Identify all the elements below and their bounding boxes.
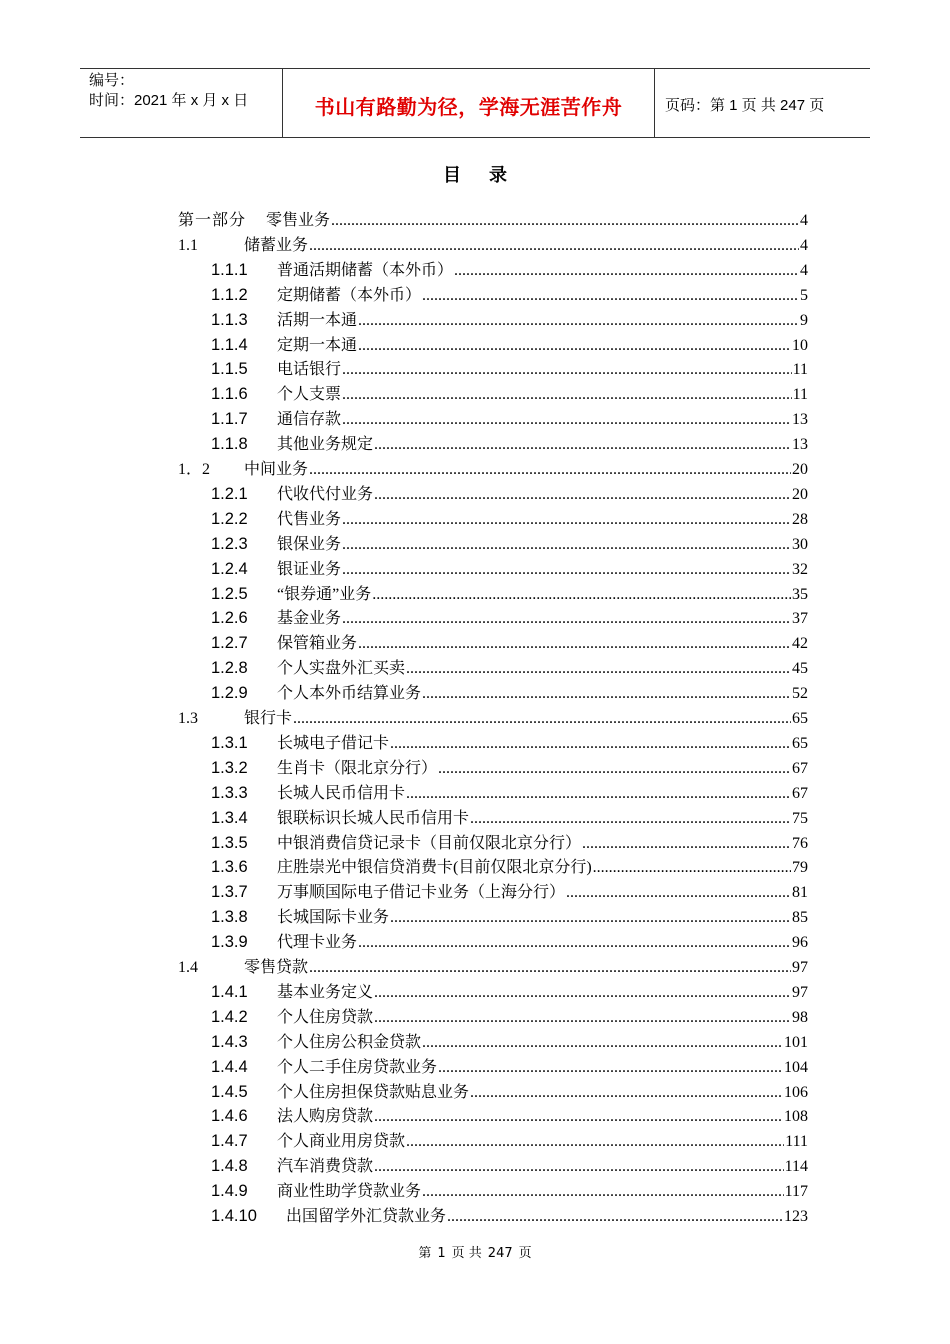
toc-entry-page: 4	[800, 212, 808, 229]
toc-entry[interactable]	[211, 257, 808, 282]
toc-entry[interactable]	[178, 705, 808, 730]
toc-entry-page: 106	[784, 1083, 808, 1101]
toc-entry-page: 13	[792, 436, 808, 454]
document-header	[80, 68, 870, 138]
toc-entry-label: 银行卡	[244, 710, 293, 727]
toc-entry-label: 中间业务	[244, 461, 309, 478]
toc-leader-dots	[374, 984, 791, 1002]
toc-entry[interactable]	[211, 854, 808, 879]
toc-entry-page: 5	[800, 286, 808, 304]
toc-entry-label: 定期一本通	[277, 336, 358, 354]
toc-leader-dots	[358, 312, 799, 330]
toc-leader-dots	[342, 610, 791, 628]
toc-entry[interactable]	[211, 630, 808, 655]
toc-entry-label: 法人购房贷款	[277, 1108, 374, 1126]
toc-entry[interactable]	[211, 780, 808, 805]
toc-entry-label: 零售业务	[266, 212, 331, 229]
footer-mid: 页 共	[451, 1246, 482, 1261]
toc-leader-dots	[593, 859, 791, 877]
toc-leader-dots	[342, 536, 791, 554]
toc-entry-page: 76	[792, 834, 808, 852]
toc-entry-label: 普通活期储蓄（本外币）	[277, 261, 454, 279]
toc-entry-label: 个人住房公积金贷款	[277, 1033, 422, 1051]
toc-entry-number: 1.1.2	[211, 285, 248, 304]
toc-entry-page: 96	[792, 934, 808, 952]
toc-entry-number: 1.1.7	[211, 410, 248, 429]
toc-entry-number: 1.1.6	[211, 385, 248, 404]
toc-entry-label: 保管箱业务	[277, 635, 358, 653]
toc-entry-label: 基金业务	[277, 610, 342, 628]
toc-leader-dots	[342, 511, 791, 529]
toc-entry-number: 1.2.5	[211, 584, 248, 603]
toc-leader-dots	[358, 337, 791, 355]
toc-entry-number: 1.2.3	[211, 534, 248, 553]
toc-entry-page: 32	[792, 560, 808, 578]
toc-entry-label: 代收代付业务	[277, 485, 374, 503]
toc-entry-page: 101	[784, 1033, 808, 1051]
toc-entry-page: 37	[792, 610, 808, 628]
toc-entry[interactable]	[211, 730, 808, 755]
toc-entry-number: 1.1	[178, 236, 198, 254]
toc-entry-label: 汽车消费贷款	[277, 1158, 374, 1176]
toc-entry-page: 67	[792, 784, 808, 802]
header-page-cell	[655, 69, 870, 137]
toc-leader-dots	[358, 934, 791, 952]
toc-entry[interactable]	[211, 531, 808, 556]
footer-prefix: 第	[418, 1246, 432, 1261]
toc-leader-dots	[372, 586, 791, 604]
toc-entry-page: 4	[800, 261, 808, 279]
toc-entry-page: 97	[792, 959, 808, 976]
toc-entry-label: 个人二手住房贷款业务	[277, 1058, 438, 1076]
toc-entry-page: 81	[792, 884, 808, 902]
toc-entry-page: 9	[800, 311, 808, 329]
toc-entry-label: 个人住房担保贷款贴息业务	[277, 1083, 470, 1101]
header-meta-cell	[80, 69, 283, 137]
toc-entry[interactable]	[211, 879, 808, 904]
toc-entry-number: 1.1.8	[211, 435, 248, 454]
toc-leader-dots	[454, 262, 799, 280]
toc-entry-label: “银券通”业务	[277, 585, 372, 603]
toc-leader-dots	[342, 361, 792, 379]
toc-entry-page: 111	[785, 1133, 808, 1151]
toc-entry-page: 108	[784, 1108, 808, 1126]
toc-entry-label: 万事顺国际电子借记卡业务（上海分行）	[277, 884, 566, 902]
toc-entry[interactable]	[211, 1054, 808, 1079]
toc-entry-page: 97	[792, 983, 808, 1001]
toc-entry-number: 1.3	[178, 710, 198, 727]
toc-entry-label: 长城电子借记卡	[277, 734, 390, 752]
toc-entry[interactable]	[211, 1203, 808, 1228]
toc-leader-dots	[374, 436, 791, 454]
toc-leader-dots	[309, 237, 799, 255]
toc-leader-dots	[374, 1009, 791, 1027]
toc-entry-label: 定期储蓄（本外币）	[277, 286, 422, 304]
toc-entry[interactable]	[178, 207, 808, 232]
toc-entry[interactable]	[211, 1029, 808, 1054]
toc-entry[interactable]	[211, 581, 808, 606]
toc-entry-number: 第一部分	[178, 212, 247, 229]
toc-entry-label: 其他业务规定	[277, 436, 374, 454]
toc-entry-number: 1.4.6	[211, 1107, 248, 1126]
toc-entry-number: 1.3.4	[211, 808, 248, 827]
toc-entry-number: 1.4.3	[211, 1032, 248, 1051]
toc-leader-dots	[374, 1158, 784, 1176]
toc-entry[interactable]	[211, 904, 808, 929]
toc-leader-dots	[309, 959, 791, 977]
toc-entry-number: 1.2.2	[211, 509, 248, 528]
toc-entry-page: 11	[792, 361, 808, 379]
toc-entry-page: 117	[784, 1183, 808, 1201]
toc-entry-label: 代理卡业务	[277, 934, 358, 952]
toc-entry[interactable]	[211, 481, 808, 506]
toc-leader-dots	[406, 785, 791, 803]
toc-leader-dots	[406, 660, 791, 678]
toc-entry-page: 123	[784, 1208, 808, 1225]
toc-entry-label: 长城人民币信用卡	[277, 784, 406, 802]
toc-entry-label: 个人本外币结算业务	[277, 685, 422, 703]
toc-entry[interactable]	[211, 406, 808, 431]
toc-entry-number: 1.3.8	[211, 908, 248, 927]
toc-entry-number: 1.2.9	[211, 684, 248, 703]
toc-entry[interactable]	[211, 605, 808, 630]
toc-entry-number: 1.4.2	[211, 1007, 248, 1026]
toc-entry-page: 65	[792, 710, 808, 727]
page-footer	[0, 1242, 950, 1261]
toc-entry[interactable]	[211, 805, 808, 830]
toc-entry[interactable]	[211, 556, 808, 581]
toc-entry-page: 4	[800, 236, 808, 254]
toc-entry[interactable]	[211, 506, 808, 531]
toc-entry[interactable]	[211, 1103, 808, 1128]
toc-entry[interactable]	[211, 1004, 808, 1029]
document-time-label: 时间：2021 年 x 月 x 日	[89, 92, 249, 109]
toc-entry-number: 1.2.7	[211, 634, 248, 653]
toc-entry-number: 1.4	[178, 959, 198, 976]
toc-entry-label: 个人支票	[277, 386, 342, 404]
toc-entry[interactable]	[211, 979, 808, 1004]
toc-entry-number: 1.3.9	[211, 933, 248, 952]
toc-leader-dots	[470, 810, 791, 828]
toc-entry-number: 1.4.8	[211, 1157, 248, 1176]
toc-entry-label: 个人实盘外汇买卖	[277, 660, 406, 678]
toc-entry-label: 中银消费信贷记录卡（目前仅限北京分行）	[277, 834, 582, 852]
footer-suffix: 页	[518, 1246, 532, 1261]
toc-entry-page: 104	[784, 1058, 808, 1076]
toc-entry-label: 电话银行	[277, 361, 342, 379]
toc-entry-number: 1.3.1	[211, 733, 248, 752]
toc-leader-dots	[406, 1133, 784, 1151]
toc-entry-number: 1.3.7	[211, 883, 248, 902]
toc-entry-label: 银保业务	[277, 535, 342, 553]
toc-leader-dots	[447, 1208, 783, 1226]
toc-entry-label: 银证业务	[277, 560, 342, 578]
toc-entry-label: 基本业务定义	[277, 983, 374, 1001]
header-motto-cell	[283, 69, 655, 137]
toc-entry-number: 1.3.6	[211, 858, 248, 877]
toc-entry-page: 65	[792, 734, 808, 752]
toc-entry[interactable]	[211, 680, 808, 705]
toc-entry-number: 1.3.3	[211, 783, 248, 802]
toc-leader-dots	[566, 884, 791, 902]
toc-leader-dots	[422, 1183, 784, 1201]
toc-entry-page: 35	[792, 585, 808, 603]
toc-entry[interactable]	[211, 1178, 808, 1203]
toc-entry-page: 98	[792, 1008, 808, 1026]
header-motto: 书山有路勤为径，学海无涯苦作舟	[314, 95, 623, 119]
toc-entry-label: 个人商业用房贷款	[277, 1133, 406, 1151]
toc-entry[interactable]	[211, 307, 808, 332]
toc-leader-dots	[438, 760, 791, 778]
toc-entry[interactable]	[211, 1128, 808, 1153]
toc-entry-label: 商业性助学贷款业务	[277, 1183, 422, 1201]
toc-entry[interactable]	[211, 381, 808, 406]
toc-leader-dots	[293, 710, 791, 728]
toc-entry-number: 1.4.9	[211, 1182, 248, 1201]
toc-leader-dots	[390, 909, 791, 927]
toc-leader-dots	[438, 1059, 783, 1077]
toc-entry-page: 85	[792, 909, 808, 927]
footer-current-page: 1	[437, 1246, 446, 1261]
toc-entry-page: 79	[792, 859, 808, 877]
toc-entry-number: 1.2.8	[211, 659, 248, 678]
toc-entry[interactable]	[211, 282, 808, 307]
toc-entry-page: 10	[792, 336, 808, 354]
toc-leader-dots	[342, 561, 791, 579]
toc-entry[interactable]	[178, 954, 808, 979]
toc-entry[interactable]	[178, 232, 808, 257]
toc-entry[interactable]	[211, 431, 808, 456]
toc-leader-dots	[358, 635, 791, 653]
toc-leader-dots	[390, 735, 791, 753]
toc-entry-page: 11	[792, 386, 808, 404]
toc-entry-number: 1.4.1	[211, 982, 248, 1001]
toc-entry-label: 个人住房贷款	[277, 1008, 374, 1026]
toc-entry-label: 通信存款	[277, 411, 342, 429]
toc-entry[interactable]	[211, 332, 808, 357]
toc-entry-number: 1.1.3	[211, 310, 248, 329]
toc-leader-dots	[422, 685, 791, 703]
toc-entry-label: 长城国际卡业务	[277, 909, 390, 927]
toc-entry-number: 1．2	[178, 461, 211, 478]
toc-entry-page: 42	[792, 635, 808, 653]
toc-entry-number: 1.4.10	[211, 1207, 257, 1225]
toc-entry-page: 45	[792, 660, 808, 678]
toc-leader-dots	[342, 411, 791, 429]
toc-entry-number: 1.2.4	[211, 559, 248, 578]
toc-entry-number: 1.3.5	[211, 833, 248, 852]
toc-entry[interactable]	[211, 356, 808, 381]
toc-leader-dots	[331, 212, 799, 230]
header-page-info: 页码：第 1 页 共 247 页	[665, 97, 825, 114]
toc-leader-dots	[422, 287, 799, 305]
toc-entry-number: 1.2.1	[211, 484, 248, 503]
toc-entry-page: 13	[792, 411, 808, 429]
toc-leader-dots	[342, 386, 792, 404]
toc-entry-number: 1.4.4	[211, 1057, 248, 1076]
toc-entry[interactable]	[178, 456, 808, 481]
toc-leader-dots	[470, 1084, 783, 1102]
toc-entry-page: 52	[792, 685, 808, 703]
toc-entry-label: 活期一本通	[277, 311, 358, 329]
toc-entry-number: 1.2.6	[211, 609, 248, 628]
toc-entry-page: 67	[792, 759, 808, 777]
toc-entry[interactable]	[211, 655, 808, 680]
toc-entry[interactable]	[211, 929, 808, 954]
toc-entry-label: 出国留学外汇贷款业务	[286, 1208, 447, 1225]
toc-leader-dots	[309, 461, 791, 479]
toc-leader-dots	[374, 486, 791, 504]
toc-entry-number: 1.1.1	[211, 260, 248, 279]
toc-entry-number: 1.1.4	[211, 335, 248, 354]
toc-entry-label: 银联标识长城人民币信用卡	[277, 809, 470, 827]
toc-entry-page: 30	[792, 535, 808, 553]
footer-total-pages: 247	[487, 1246, 513, 1261]
toc-entry-number: 1.4.7	[211, 1132, 248, 1151]
toc-entry-label: 生肖卡（限北京分行）	[277, 759, 438, 777]
document-number-label: 编号：	[89, 72, 135, 89]
toc-entry[interactable]	[211, 755, 808, 780]
toc-entry-page: 114	[784, 1158, 808, 1176]
toc-leader-dots	[422, 1034, 783, 1052]
toc-leader-dots	[582, 835, 791, 853]
toc-title: 目录	[443, 165, 535, 186]
toc-entry-label: 庄胜崇光中银信贷消费卡(目前仅限北京分行)	[277, 859, 592, 877]
toc-entry-page: 28	[792, 510, 808, 528]
toc-entry-label: 代售业务	[277, 510, 342, 528]
toc-entry[interactable]	[211, 1079, 808, 1104]
toc-entry-page: 75	[792, 809, 808, 827]
toc-entry[interactable]	[211, 830, 808, 855]
toc-entry-label: 零售贷款	[244, 959, 309, 976]
toc-leader-dots	[374, 1108, 783, 1126]
toc-entry-number: 1.3.2	[211, 758, 248, 777]
toc-entry[interactable]	[211, 1153, 808, 1178]
toc-entry-page: 20	[792, 461, 808, 478]
toc-entry-number: 1.1.5	[211, 360, 248, 379]
toc-entry-number: 1.4.5	[211, 1082, 248, 1101]
toc-entry-page: 20	[792, 485, 808, 503]
toc-entry-label: 储蓄业务	[244, 236, 309, 254]
